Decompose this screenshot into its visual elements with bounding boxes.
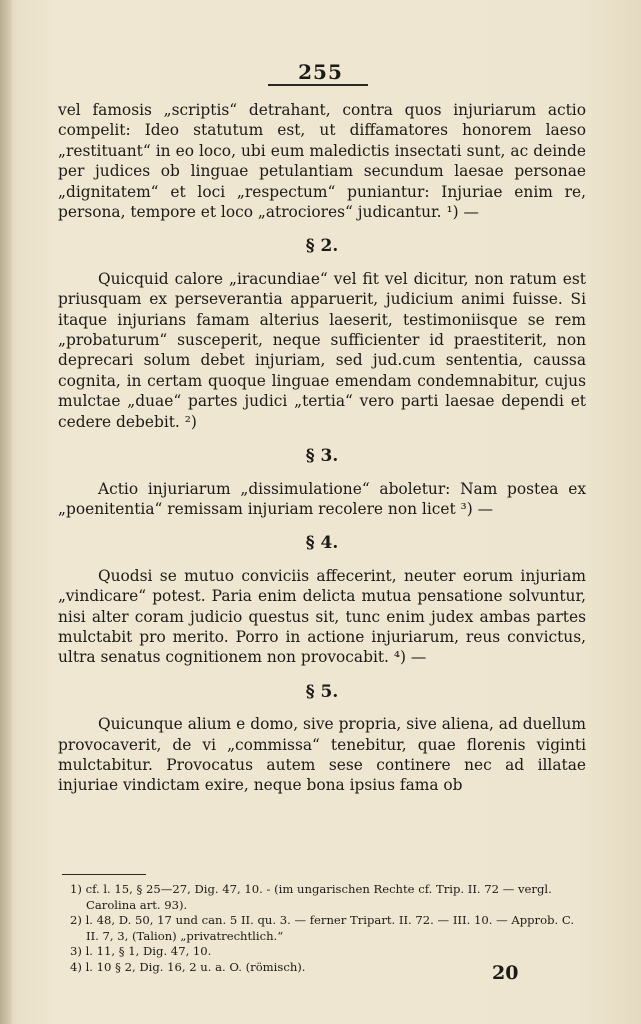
page-number: 255: [298, 60, 343, 84]
section-3-text: Actio injuriarum „dissimulatione“ aboletur: Nam postea ex „poenitentia“ remissam injuriam recolere non licet ³) —: [58, 479, 586, 518]
footnote-rule: [62, 874, 146, 875]
section-2-text: Quicquid calore „iracundiae“ vel fit vel dicitur, non ratum est priusquam ex perseverantia apparuerit, judicium animi fuisse. Si itaque injurians famam alterius laeserit, testimoniisque se rem „probaturum“ susceperit, neque sufficienter id praestiterit, non deprecari solum debet injuriam, sed jud.cum sententia, caussa cognita, in certam quoque linguae emendam condemnabitur, cujus mulctae „duae“ partes judici „tertia“ vero parti laesae dependi et cedere debebit. ²): [58, 269, 586, 431]
section-4-title: § 4.: [305, 533, 339, 554]
signature-mark: 20: [492, 962, 519, 984]
body-text: [58, 100, 586, 796]
header-rule: [268, 84, 368, 86]
intro-paragraph: vel famosis „scriptis“ detrahant, contra quos injuriarum actio compelit: Ideo statutum est, ut diffamatores honorem laeso „restituant“ in eo loco, ubi eum maledictis insectati sunt, ac deinde per judices ob linguae petulantiam secundum laesae personae „dignitatem“ et loci „respectum“ puniantur: Injuriae enim re, persona, tempore et loco „atrociores“ judicantur. ¹) —: [58, 101, 586, 222]
page-spine-shadow: [0, 0, 12, 1024]
section-2-title: § 2.: [305, 236, 339, 257]
footnote-4: 4) l. 10 § 2, Dig. 16, 2 u. a. O. (römisch).: [70, 959, 306, 974]
footnote-1: 1) cf. l. 15, § 25—27, Dig. 47, 10. - (im ungarischen Rechte cf. Trip. II. 72 — vergl. Carolina art. 93).: [70, 882, 552, 912]
section-4-text: Quodsi se mutuo conviciis affecerint, neuter eorum injuriam „vindicare“ potest. Paria enim delicta mutua pensatione solvuntur, nisi alter coram judicio questus sit, tunc enim judex ambas partes mulctabit pro merito. Porro in actione injuriarum, reus convictus, ultra senatus cognitionem non provocabit. ⁴) —: [58, 566, 586, 667]
footnote-3: 3) l. 11, § 1, Dig. 47, 10.: [70, 944, 212, 958]
section-5-title: § 5.: [305, 681, 339, 702]
section-3-title: § 3.: [305, 446, 339, 467]
footnote-2: 2) l. 48, D. 50, 17 und can. 5 II. qu. 3. — ferner Tripart. II. 72. — III. 10. — Approb. C. II. 7, 3, (Talion) „privatrechtlich.“: [70, 913, 575, 943]
section-5-text: Quicunque alium e domo, sive propria, sive aliena, ad duellum provocaverit, de vi „commissa“ tenebitur, quae florenis viginti mulctabitur. Provocatus autem sese continere nec ad illatae injuriae vindictam exire, neque bona ipsius fama ob: [58, 715, 586, 795]
